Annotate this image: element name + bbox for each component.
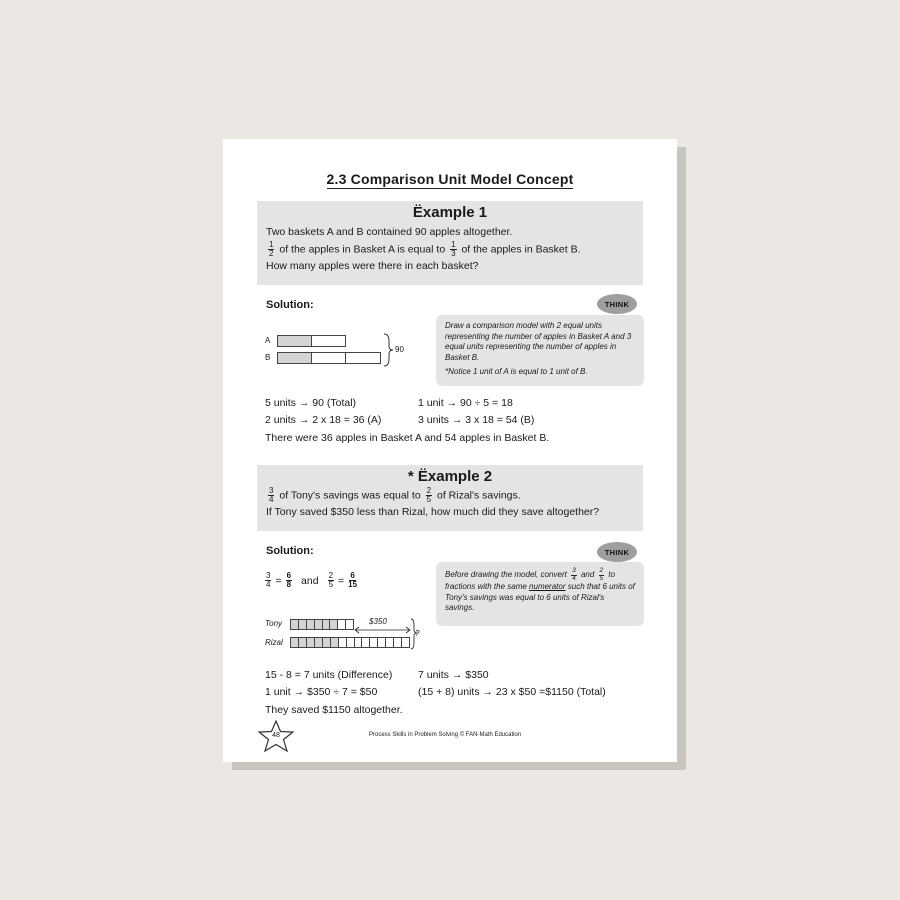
fraction: $\frac{1}{2}$ (269, 240, 274, 258)
example1-think-note (436, 315, 644, 386)
work-line: (15 + 8) units → 23 x $50 =$1150 (Total) (418, 686, 606, 698)
unit (402, 638, 409, 647)
example1-q-line1: Two baskets A and B contained 90 apples altogether. (266, 226, 513, 238)
work-line: 3 units → 3 x 18 = 54 (B) (418, 414, 535, 426)
unit (394, 638, 402, 647)
unit-shaded (323, 620, 331, 629)
unit-shaded (307, 638, 315, 647)
fraction: $\frac{2}{5}$ (426, 486, 432, 504)
fraction: $\frac{6}{8}$ (286, 571, 292, 589)
fraction: $\frac{6}{15}$ (348, 571, 358, 589)
fraction: $\frac{1}{3}$ (451, 240, 456, 258)
unit (347, 638, 355, 647)
unit-shaded (307, 620, 315, 629)
difference-label: $350 (369, 617, 387, 626)
unit (346, 353, 380, 363)
example1-q-line2: $\frac{1}{2}$ of the apples in Basket A is equal to $\frac{1}{3}$ of the apples in Basket B. (269, 240, 581, 258)
difference-arrow (354, 626, 411, 634)
work-line: 2 units → 2 x 18 = 36 (A) (265, 414, 382, 426)
fraction: $\frac{3}{4}$ (572, 567, 576, 582)
work-line: 7 units → $350 (418, 669, 489, 681)
unit-shaded (330, 620, 338, 629)
page-number: 48 (272, 732, 280, 739)
think-note-main: Draw a comparison model with 2 equal units representing the number of apples in Basket A and 3 equal units representing the number of apples in Basket B. (445, 321, 632, 362)
fraction: $\frac{3}{4}$ (266, 571, 271, 589)
example2-question-box (257, 465, 643, 531)
model-label-tony: Tony (265, 619, 283, 628)
model-label-rizal: Rizal (265, 638, 283, 647)
unit-shaded (299, 620, 307, 629)
unit-shaded (315, 620, 323, 629)
unit (386, 638, 394, 647)
model-bar-b (277, 352, 381, 364)
example1-conclusion: There were 36 apples in Basket A and 54 apples in Basket B. (265, 432, 550, 444)
unit (339, 638, 347, 647)
fraction: $\frac{2}{5}$ (599, 567, 604, 582)
document-page (223, 139, 677, 762)
unit-shaded (291, 620, 299, 629)
example2-q-line1: $\frac{3}{4}$ of Tony's savings was equal to $\frac{2}{5}$ of Rizal's savings. (269, 486, 521, 504)
unit (338, 620, 346, 629)
example2-think-note: Before drawing the model, convert $\frac{3}{4}$ and $\frac{2}{5}$ to fractions with the same numerator such that 6 units of Tony's savings was equal to 6 units of Rizal's savings. (436, 562, 644, 626)
think-note-extra: *Notice 1 unit of A is equal to 1 unit of B. (445, 367, 588, 376)
unit-shaded (278, 353, 312, 363)
example1-solution-label: Solution: (266, 299, 314, 311)
unit (346, 620, 353, 629)
example2-conclusion: They saved $1150 altogether. (265, 704, 403, 716)
section-title: 2.3 Comparison Unit Model Concept (326, 171, 574, 187)
page-footer: Process Skills in Problem Solving © FAN-Math Education (369, 732, 522, 738)
example2-solution-label: Solution: (266, 545, 314, 557)
model-bar-tony (290, 619, 354, 630)
fraction: $\frac{2}{5}$ (328, 571, 334, 589)
unit-shaded (299, 638, 307, 647)
unit (312, 353, 346, 363)
example1-heading: Ëxample 1 (412, 204, 488, 221)
unit-shaded (315, 638, 323, 647)
example2-q-line2: If Tony saved $350 less than Rizal, how much did they save altogether? (266, 506, 600, 519)
fraction: $\frac{3}{4}$ (269, 486, 274, 504)
work-line: 1 unit → 90 ÷ 5 = 18 (418, 397, 513, 409)
model-bar-a (277, 335, 346, 347)
unit (312, 336, 345, 346)
model-total-label: 90 (395, 345, 404, 354)
model-bar-rizal (290, 637, 410, 648)
work-line: 5 units → 90 (Total) (265, 397, 357, 409)
unit-shaded (323, 638, 331, 647)
unit-shaded (291, 638, 299, 647)
model-label-a: A (265, 336, 271, 345)
total-unknown-label: ? (415, 629, 420, 638)
think-badge: THINK (597, 542, 637, 562)
unit (362, 638, 370, 647)
unit (355, 638, 363, 647)
unit-shaded (331, 638, 339, 647)
work-line: 15 - 8 = 7 units (Difference) (265, 669, 393, 681)
total-brace (383, 333, 395, 367)
example1-q-line3: How many apples were there in each basket? (266, 260, 479, 273)
example1-question-box (257, 201, 643, 285)
think-badge: THINK (597, 294, 637, 314)
model-label-b: B (265, 353, 271, 362)
example2-heading: * Ëxample 2 (407, 468, 493, 485)
unit (370, 638, 378, 647)
unit-shaded (278, 336, 312, 346)
unit (378, 638, 386, 647)
equivalent-fractions: $\frac{3}{4}$ = $\frac{6}{8}$ and $\frac{2}{5}$ = $\frac{6}{15}$ (266, 571, 358, 589)
work-line: 1 unit → $350 ÷ 7 = $50 (265, 686, 378, 698)
